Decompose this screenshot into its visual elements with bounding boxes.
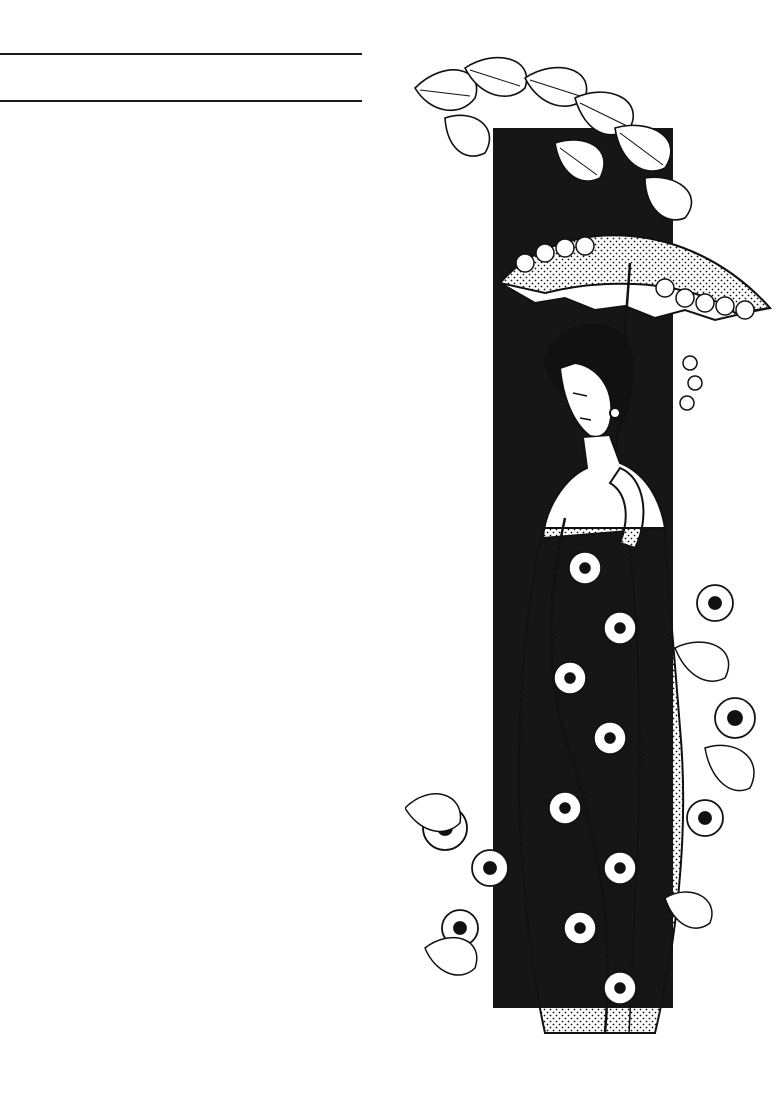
title-top-rule: [0, 53, 362, 55]
woman-with-umbrella-illustration: [405, 48, 777, 1048]
saree-body: [519, 528, 683, 1033]
article-body: [2, 135, 363, 141]
title-bottom-rule: [0, 100, 362, 102]
